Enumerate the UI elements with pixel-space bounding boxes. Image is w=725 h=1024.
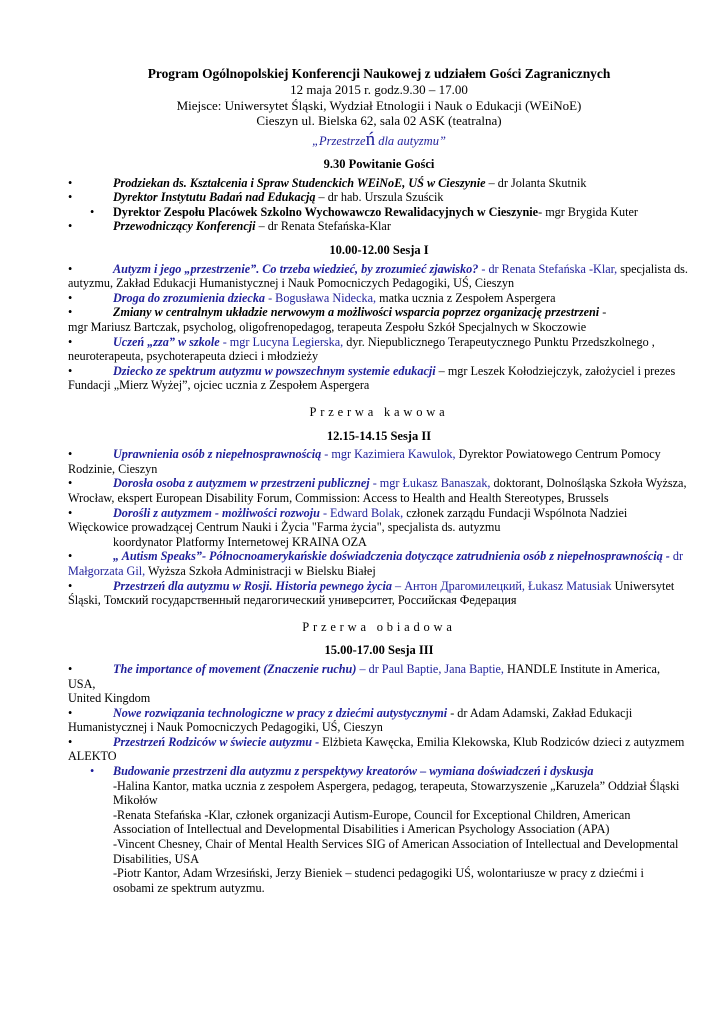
item-title: Nowe rozwiązania technologiczne w pracy z dziećmi autystycznymi	[113, 705, 448, 720]
item-text: Humanistycznej i Nauk Pomocniczych Pedagogiki, UŚ, Cieszyn	[68, 720, 383, 735]
item-title: Prodziekan ds. Kształcenia i Spraw Studenckich WEiNoE, UŚ w Cieszynie	[113, 175, 486, 190]
item-title: Dyrektor Zespołu Placówek Szkolno Wychowawczo Rewalidacyjnych w Cieszynie	[113, 204, 539, 219]
item-speaker: Małgorzata Gil,	[68, 563, 146, 578]
list-item	[68, 205, 690, 220]
conference-place: Miejsce: Uniwersytet Śląski, Wydział Etnologii i Nauk o Edukacji (WEiNoE)	[176, 97, 582, 113]
item-text: Dyrektor Powiatowego Centrum Pomocy	[455, 447, 661, 462]
bullet-icon: •	[68, 661, 73, 676]
item-speaker: - dr Renata Stefańska -Klar,	[478, 261, 618, 276]
bullet-icon: •	[90, 204, 95, 219]
item-text: dyr. Niepublicznego Terapeutycznego Punktu Przedszkolnego ,	[343, 334, 655, 349]
item-text: Wyższa Szkoła Administracji w Bielsku Białej	[145, 563, 376, 578]
bullet-icon: •	[68, 305, 73, 320]
item-text: – dr hab. Urszula Szuścik	[315, 190, 444, 205]
bullet-icon: •	[68, 505, 73, 520]
bullet-icon: •	[68, 175, 73, 190]
item-text: Mikołów	[113, 793, 158, 808]
item-title: Droga do zrozumienia dziecka	[113, 290, 266, 305]
list-item	[68, 706, 690, 735]
item-text: mgr Mariusz Bartczak, psycholog, oligofrenopedagog, terapeuta Zespołu Szkół Specjalnych w Skoczowie	[68, 320, 587, 335]
list-item	[68, 176, 690, 191]
item-title: Budowanie przestrzeni dla autyzmu z perspektywy kreatorów – wymiana doświadczeń i dyskusja	[113, 764, 594, 779]
item-text: autyzmu, Zakład Edukacji Humanistycznej i Nauk Pomocniczych Pedagogiki, UŚ, Cieszyn	[68, 276, 515, 291]
item-text: - dr Adam Adamski, Zakład Edukacji	[447, 705, 633, 720]
item-text: członek zarządu Fundacji Wspólnota Nadziei	[403, 505, 628, 520]
item-text: Association of Intellectual and Developmental Disabilities i American Psychology Association (APA)	[113, 822, 610, 837]
item-title: Dziecko ze spektrum autyzmu w powszechnym systemie edukacji	[113, 363, 436, 378]
item-title: The importance of movement (Znaczenie ruchu)	[113, 661, 357, 676]
bullet-icon: •	[68, 476, 73, 491]
subtitle-part: ń	[365, 128, 376, 150]
subtitle-part: „Przestrze	[312, 133, 366, 148]
bullet-icon: •	[68, 219, 73, 234]
list-item	[68, 506, 690, 550]
item-text: Elżbieta Kawęcka, Emilia Klekowska, Klub Rodziców dzieci z autyzmem	[319, 734, 685, 749]
item-text: -Piotr Kantor, Adam Wrzesiński, Jerzy Bieniek – studenci pedagogiki UŚ, wolontariusze w pracy z dziećmi i	[113, 866, 644, 881]
item-title: Dyrektor Instytutu Badań nad Edukacją	[113, 190, 316, 205]
list-item	[68, 335, 690, 364]
bullet-icon: •	[68, 363, 73, 378]
item-text: – dr Renata Stefańska-Klar	[255, 219, 391, 234]
item-title: Przewodniczący Konferencji	[113, 219, 256, 234]
conference-address: Cieszyn ul. Bielska 62, sala 02 ASK (teatralna)	[256, 113, 502, 128]
item-speaker: - mgr Kazimiera Kawulok,	[321, 447, 456, 462]
list-item	[68, 549, 690, 578]
bullet-icon: •	[68, 261, 73, 276]
item-speaker: - mgr Lucyna Legierska,	[219, 334, 344, 349]
item-text: -Vincent Chesney, Chair of Mental Health Services SIG of American Association of Intellectual and Developmental	[113, 837, 679, 852]
item-text: -Renata Stefańska -Klar, członek organizacji Autism-Europe, Council for Exceptional Children, American	[113, 807, 631, 822]
item-title: Uprawnienia osób z niepełnosprawnością	[113, 447, 322, 462]
item-title: Przestrzeń dla autyzmu w Rosji. Historia pewnego życia	[113, 578, 392, 593]
conference-date: 12 maja 2015 r. godz.9.30 – 17.00	[290, 82, 468, 97]
item-title: Dorośli z autyzmem - możliwości rozwoju	[113, 505, 320, 520]
list-item	[68, 219, 690, 234]
item-title: Autyzm i jego „przestrzenie”. Co trzeba wiedzieć, by zrozumieć zjawisko?	[113, 261, 479, 276]
page-title: Program Ogólnopolskiej Konferencji Naukowej z udziałem Gości Zagranicznych	[147, 66, 611, 81]
item-text: United Kingdom	[68, 691, 151, 706]
coffee-break-heading: Przerwa kawowa	[309, 405, 449, 419]
list-item	[68, 305, 690, 334]
item-text: ALEKTO	[68, 749, 117, 764]
conference-subtitle	[68, 128, 690, 150]
bullet-icon: •	[68, 705, 73, 720]
item-text: Disabilities, USA	[113, 851, 199, 866]
item-title: Uczeń „zza” w szkole	[113, 334, 220, 349]
item-speaker: - mgr Łukasz Banaszak,	[369, 476, 491, 491]
bullet-icon: •	[68, 549, 73, 564]
item-title: Przestrzeń Rodziców w świecie autyzmu -	[113, 734, 320, 749]
bullet-icon: •	[68, 447, 73, 462]
section-heading-session-1: 10.00-12.00 Sesja I	[329, 243, 429, 258]
bullet-icon: •	[68, 334, 73, 349]
list-item	[68, 476, 690, 505]
item-text: koordynator Platformy Internetowej KRAINA OZA	[113, 534, 367, 549]
item-text: -	[599, 305, 607, 320]
item-text: Wrocław, ekspert European Disability Forum, Commission: Access to Health and Health Stereotypes, Brussels	[68, 490, 609, 505]
item-text: Uniwersytet	[611, 578, 675, 593]
item-title: Dorosła osoba z autyzmem w przestrzeni publicznej	[113, 476, 370, 491]
item-text: Więckowice prowadzącej Centrum Nauki i Życia "Farma życia", specjalista ds. autyzmu	[68, 520, 501, 535]
lunch-break-heading: Przerwa obiadowa	[302, 619, 456, 634]
list-item	[68, 662, 690, 706]
subtitle-part: dla autyzmu”	[375, 133, 446, 148]
item-text: HANDLE Institute in America, USA,	[68, 661, 661, 691]
bullet-icon: •	[90, 764, 95, 779]
item-text: matka ucznia z Zespołem Aspergera	[376, 290, 556, 305]
bullet-icon: •	[68, 578, 73, 593]
list-item	[68, 447, 690, 476]
item-title: Zmiany w centralnym układzie nerwowym a możliwości wsparcia poprzez organizację przestrzeni	[113, 305, 600, 320]
item-text: osobami ze spektrum autyzmu.	[113, 880, 265, 895]
item-speaker: – Антон Драгомилецкий, Łukasz Matusiak	[392, 578, 612, 593]
item-text: – mgr Leszek Kołodziejczyk, założyciel i prezes	[435, 363, 676, 378]
bullet-icon: •	[68, 190, 73, 205]
list-item	[68, 262, 690, 291]
item-text: Śląski, Томский государственный педагогический университет, Российская Федерация	[68, 593, 517, 608]
item-speaker: – dr Paul Baptie, Jana Baptie,	[356, 661, 504, 676]
section-heading-session-3: 15.00-17.00 Sesja III	[324, 643, 434, 658]
item-text: doktorant, Dolnośląska Szkoła Wyższa,	[490, 476, 687, 491]
item-text: neuroterapeuta, psychoterapeuta dzieci i młodzieży	[68, 349, 319, 364]
document-page	[68, 66, 690, 895]
item-text: -Halina Kantor, matka ucznia z zespołem Aspergera, pedagog, terapeuta, Stowarzyszenie „Karuzela” Oddział Śląski	[113, 778, 680, 793]
item-text: Fundacji „Mierz Wyżej”, ojciec ucznia z Zespołem Aspergera	[68, 378, 370, 393]
item-speaker: - Bogusława Nidecka,	[265, 290, 377, 305]
list-item	[68, 764, 690, 895]
item-text: – dr Jolanta Skutnik	[485, 175, 587, 190]
item-text: specjalista ds.	[617, 261, 688, 276]
list-item	[68, 364, 690, 393]
item-speaker: dr	[669, 549, 684, 564]
item-title: „ Autism Speaks”- Północnoamerykańskie doświadczenia dotyczące zatrudnienia osób z niepełnosprawnością -	[113, 549, 670, 564]
bullet-icon: •	[68, 290, 73, 305]
item-text: - mgr Brygida Kuter	[538, 204, 638, 219]
bullet-icon: •	[68, 734, 73, 749]
section-heading-session-2: 12.15-14.15 Sesja II	[326, 428, 432, 443]
item-text: Rodzinie, Cieszyn	[68, 461, 158, 476]
section-heading-welcome: 9.30 Powitanie Gości	[323, 157, 435, 172]
item-speaker: - Edward Bolak,	[319, 505, 404, 520]
list-item	[68, 190, 690, 205]
list-item	[68, 579, 690, 608]
list-item	[68, 735, 690, 764]
list-item	[68, 291, 690, 306]
